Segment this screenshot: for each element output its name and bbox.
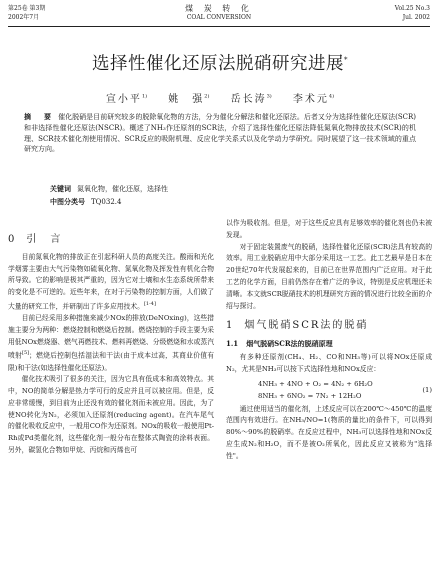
abstract-label: 摘 要 <box>24 112 55 121</box>
right-column <box>226 218 432 463</box>
date-cn: 2002年7月 <box>8 13 40 21</box>
paragraph <box>8 313 214 374</box>
author-list <box>0 90 440 105</box>
author-name: 姚 强 <box>168 94 205 105</box>
header-rule <box>8 26 430 27</box>
left-column <box>8 226 214 457</box>
header-right <box>395 5 430 22</box>
paragraph-text: 目前氮氧化物的排放正在引起科研人员的高度关注。酸雨和光化学烟雾主要由大气污染物如硫氧化物、氮氧化物及挥发性有机化合物所导致。它的影响是极其严重的，因为它对土壤和水生态系统所带来的变化是不可逆的。近些年来，在对于污染物的控制方面，人们做了大量的研究工作，并研制出了许多应用技术。 <box>8 252 214 311</box>
keywords <box>50 184 168 194</box>
subsection-number: 1.1 <box>226 339 239 349</box>
author-affiliation-mark: 3) <box>266 93 272 100</box>
paragraph <box>8 252 214 313</box>
classification-text: TQ032.4 <box>91 198 122 206</box>
author <box>231 94 272 105</box>
keywords-label: 关键词 <box>50 184 71 193</box>
volume-issue-en: Vol.25 No.3 <box>394 5 430 12</box>
citation: [5] <box>22 350 30 357</box>
paragraph-text: 有多种还原剂(CH₄、H₂、CO和NH₃等)可以将NOx还原成N₂，尤其是NH₃可以按下式选择性地和NOx反应： <box>226 352 432 373</box>
title-footnote-mark: * <box>344 56 348 65</box>
paragraph-text: 以作为吸收剂。但是，对于这些反应具有足够效率的催化剂也仍未被发现。 <box>226 219 432 239</box>
author-affiliation-mark: 4) <box>328 93 335 100</box>
classification-number <box>50 197 121 207</box>
abstract-text: 催化脱硝是目前研究较多的脱除氧化物的方法，分为催化分解法和催化还原法。后者又分为选择性催化还原法(SCR)和非选择性催化还原法(NSCR)。概述了NH₃作还原剂的SCR法，介绍了选择性催化还原法降低氮氧化物排放技术(SCR)的机理、SCR技术催化剂使用情况、SCR反应的吸附机理、反应化学关系式以及化学动力学研究。同时展望了这一技术领域的重点研究方向。 <box>24 113 417 154</box>
journal-name-en: COAL CONVERSION <box>186 13 252 21</box>
equation-line: 4NH₃ + 4NO + O₂ = 4N₂ + 6H₂O <box>258 379 373 388</box>
equation-block <box>258 378 432 402</box>
date-en: Jul. 2002 <box>402 13 430 21</box>
author-affiliation-mark: 2) <box>204 93 210 100</box>
paragraph <box>226 242 432 313</box>
journal-name-cn: 煤 炭 转 化 <box>185 4 253 13</box>
paragraph-text: 通过使用适当的催化剂，上述反应可以在200℃～450℃的温度范围内有效进行。在NH₃/NO=1(物质的量比)的条件下，可以得到80%～90%的脱硝率。在反应过程中，NH₃可以选择性地和NOx反应生成N₂和H₂O，而不是被O₂所氧化，因此反应又被称为"选择性"。 <box>226 404 432 460</box>
paragraph <box>8 374 214 457</box>
paragraph-text: 目前已经采用多种措施来减少NOx的排放(DeNOxing)，这些措施主要分为两种：燃烧控制和燃烧后控制。燃烧控制的手段主要为采用低NOx燃烧器、燃气再燃技术、燃料再燃烧、分级燃烧和水或蒸汽喷射 <box>8 314 214 360</box>
classification-label: 中图分类号 <box>50 197 85 206</box>
section-number: 0 <box>8 234 17 245</box>
author-name: 岳长涛 <box>230 94 267 105</box>
author <box>168 94 209 105</box>
section-heading <box>8 234 214 246</box>
section-title: 烟气脱硝SCR法的脱硝 <box>244 320 369 332</box>
paragraph <box>226 218 432 242</box>
equation-number: (1) <box>422 385 432 394</box>
paragraph <box>226 404 432 463</box>
article-title <box>0 50 440 75</box>
paragraph-text: 对于固定装置废气的脱硝，选择性催化还原(SCR)法具有较高的效率。用工业脱硝应用中大部分采用这一工艺。此工艺最早是日本在20世纪70年代发展起来的，目前已在世界范围内广泛应用。对于此工艺的化学方面，目前仍然存在着广泛的争议，特别是反应机理还未清晰。本文就SCR脱硝技术的机理研究方面的情况进行比较全面的介绍与探讨。 <box>226 242 432 310</box>
author-name: 宣小平 <box>105 94 142 105</box>
article-title-text: 选择性催化还原法脱硝研究进展 <box>92 54 344 74</box>
section-title: 引 言 <box>26 234 63 245</box>
subsection-title: 烟气脱硝SCR法的脱硝原理 <box>246 339 333 349</box>
volume-issue-cn: 第25卷 第3期 <box>8 5 46 12</box>
author <box>293 94 334 105</box>
paragraph-text: 催化技术吸引了很多的关注，因为它具有低成本和高效特点。其中，NO的简单分解是热力学可行的反应并且可以被应用。但是，反应非常缓慢，到目前为止还没有效的催化剂而未被应用。因此，为了使NO转化为N₂，必须加入还原剂(reducing agent)。在汽车尾气的催化吸收反应中，一般用CO作为还原剂。NOx的吸收一般使用Pt-Rh或Pd类催化剂，这些催化剂一般分布在整体式陶瓷的涂料表面。另外，碳氢化合物如甲烷、丙烷和丙烯也可 <box>8 375 214 455</box>
author-affiliation-mark: 1) <box>141 93 148 100</box>
header-center <box>8 5 430 22</box>
subsection-heading <box>226 338 432 350</box>
keywords-text: 氮氧化物，催化还原，选择性 <box>77 185 168 193</box>
running-header <box>8 5 430 27</box>
abstract <box>24 112 416 155</box>
author <box>106 94 147 105</box>
equation-line: 8NH₃ + 6NO₂ = 7N₂ + 12H₂O <box>258 391 362 400</box>
paragraph-text: ；燃烧后控制包括湿法和干法(由于成本过高，其商业价值有限)和干法(如选择性催化还原法)。 <box>8 351 215 372</box>
section-number: 1 <box>226 320 235 332</box>
citation: [1-4] <box>143 300 156 307</box>
paragraph <box>226 352 432 376</box>
section-heading <box>226 320 432 332</box>
author-name: 李术元 <box>292 94 329 105</box>
